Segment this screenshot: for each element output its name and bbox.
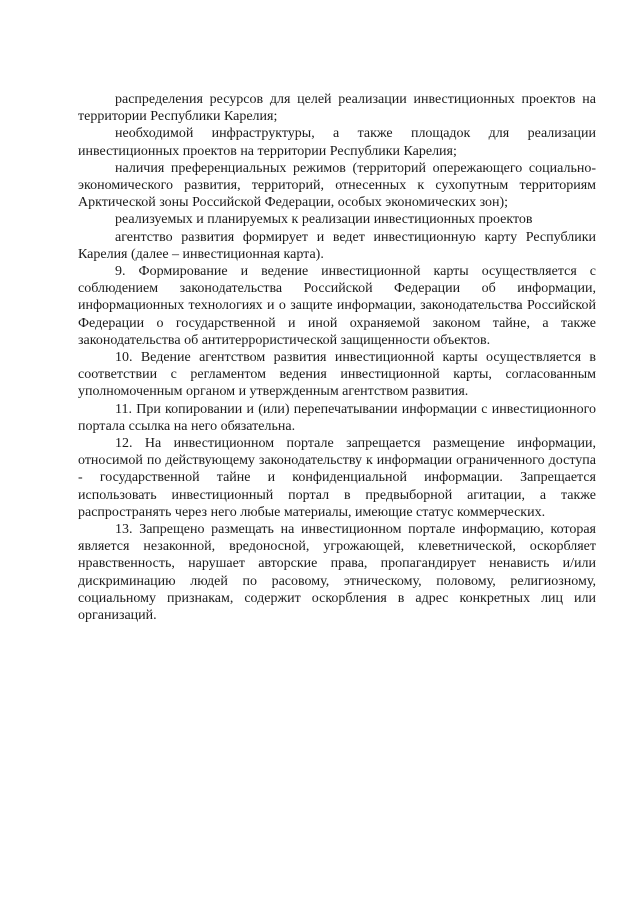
paragraph-11: 11. При копировании и (или) перепечатывании информации с инвестиционного портала ссылка на него обязательна. [78, 401, 596, 434]
paragraph-10: 10. Ведение агентством развития инвестиционной карты осуществляется в соответствии с регламентом ведения инвестиционной карты, согласованным уполномоченным органом и утвержденным агентством развития. [78, 350, 596, 400]
paragraph-agency-map: агентство развития формирует и ведет инвестиционную карту Республики Карелия (далее – инвестиционная карта). [78, 229, 596, 262]
paragraph-9: 9. Формирование и ведение инвестиционной карты осуществляется с соблюдением законодательства Российской Федерации об информации, информационных технологиях и о защите информации, законодательства Российской Федерации о государственной и иной охраняемой законом тайне, а также законодательства об антитеррористической защищенности объектов. [78, 264, 596, 348]
paragraph-preferential-regimes: наличия преференциальных режимов (территорий опережающего социально-экономического развития, территорий, отнесенных к сухопутным территориям Арктической зоны Российской Федерации, особых экономических зон); [78, 160, 596, 211]
paragraph-resources: распределения ресурсов для целей реализации инвестиционных проектов на территории Республики Карелия; [78, 92, 596, 125]
paragraph-12: 12. На инвестиционном портале запрещается размещение информации, относимой по действующему законодательству к информации ограниченного доступа - государственной тайне и конфиденциальной информации. Запрещается использовать инвестиционный портал в предвыборной агитации, а также распространять через него любые материалы, имеющие статус коммерческих. [78, 436, 596, 520]
paragraph-infrastructure: необходимой инфраструктуры, а также площадок для реализации инвестиционных проектов на территории Республики Карелия; [78, 126, 596, 159]
paragraph-projects: реализуемых и планируемых к реализации инвестиционных проектов [115, 212, 533, 228]
paragraph-13: 13. Запрещено размещать на инвестиционном портале информацию, которая является незаконной, вредоносной, угрожающей, клеветнической, оскорбляет нравственность, нарушает авторские права, пропагандирует ненависть и/или дискриминацию людей по расовому, этническому, половому, религиозному, социальному признакам, содержит оскорбления в адрес конкретных лиц или организаций. [78, 522, 596, 624]
document-body [78, 91, 596, 624]
